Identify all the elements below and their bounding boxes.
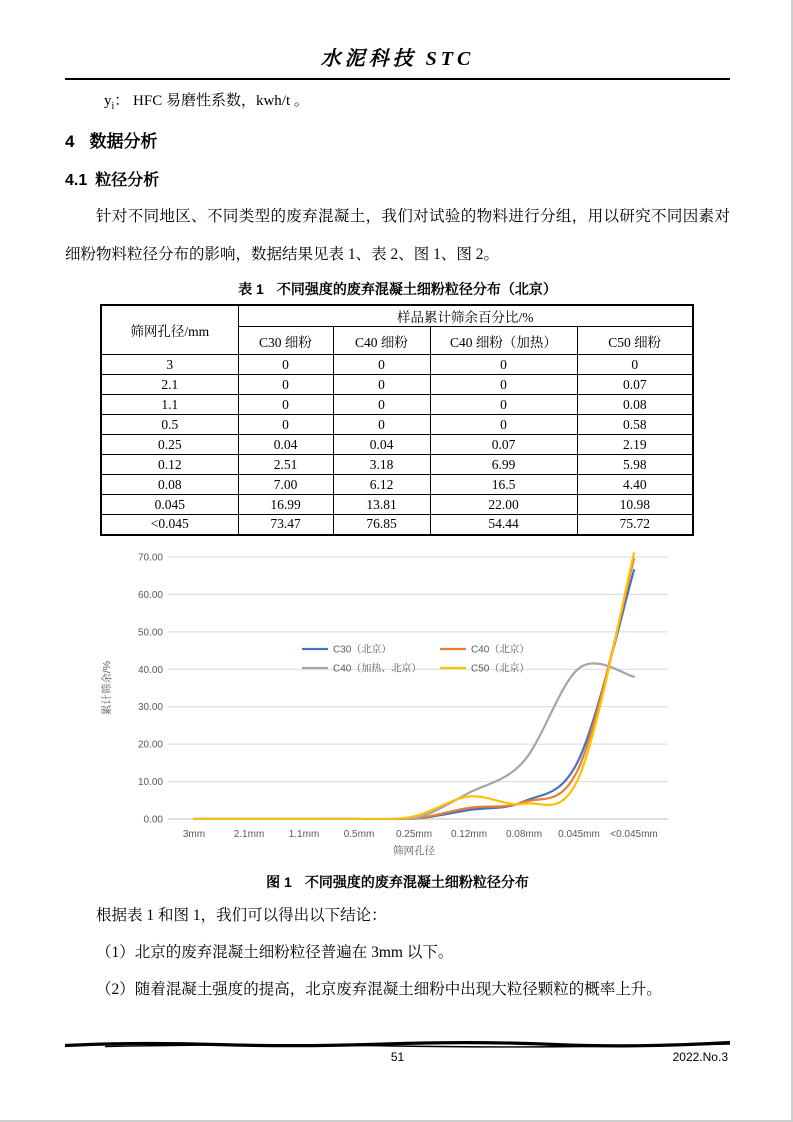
svg-text:40.00: 40.00 [137,664,163,676]
svg-text:0.00: 0.00 [143,814,163,825]
figure-1-chart [98,546,730,866]
table-row [101,415,693,435]
sieve-size-cell: 3 [101,355,238,375]
table-row [101,435,693,455]
svg-text:筛网孔径: 筛网孔径 [393,844,435,857]
percentage-cell: 0 [430,355,577,375]
subsection-heading [65,167,730,190]
sieve-size-cell: 0.08 [101,475,238,495]
percentage-cell: 0.07 [577,375,693,395]
table-row [101,455,693,475]
conclusion-lead: 根据表 1 和图 1，我们可以得出以下结论： [96,906,387,924]
page-number: 51 [390,1050,405,1064]
percentage-cell: 16.99 [238,495,333,515]
svg-text:C40（加热、北京）: C40（加热、北京） [333,663,422,674]
percentage-cell: 13.81 [333,495,430,515]
sieve-size-cell: 0.12 [101,455,238,475]
sieve-data-table [100,304,694,536]
percentage-cell: 0.04 [238,435,333,455]
percentage-cell: 0.08 [577,395,693,415]
sieve-size-cell: 0.045 [101,495,238,515]
svg-text:60.00: 60.00 [137,589,163,601]
svg-text:3mm: 3mm [182,828,206,840]
percentage-cell: 75.72 [577,515,693,535]
table-sub-header: C30 细粉 [238,327,333,355]
section-number: 4 [65,132,75,151]
variable-definition [65,89,730,112]
variable-subscript: i [111,101,115,112]
section-title: 数据分析 [89,132,158,151]
sieve-size-cell: 2.1 [101,375,238,395]
line-chart [98,546,730,866]
percentage-cell: 0 [430,415,577,435]
table-row [101,475,693,495]
variable-symbol: y [104,93,112,109]
sieve-size-cell: 0.25 [101,435,238,455]
percentage-cell: 76.85 [333,515,430,535]
sieve-size-cell: <0.045 [101,515,238,535]
percentage-cell: 0 [333,415,430,435]
percentage-cell: 0 [238,375,333,395]
percentage-cell: 10.98 [577,495,693,515]
percentage-cell: 16.5 [430,475,577,495]
percentage-cell: 0 [430,375,577,395]
conclusion-item-2: （2）随着混凝土强度的提高，北京废弃混凝土细粉中出现大粒径颗粒的概率上升。 [96,980,662,998]
percentage-cell: 0 [430,395,577,415]
svg-text:10.00: 10.00 [137,776,163,788]
table-row [101,495,693,515]
svg-text:累计筛余/%: 累计筛余/% [101,660,113,715]
issue-label: 2022.No.3 [672,1050,728,1064]
table-caption-label: 表 1 [238,281,264,297]
svg-text:20.00: 20.00 [137,739,163,751]
percentage-cell: 22.00 [430,495,577,515]
percentage-cell: 5.98 [577,455,693,475]
table-row [101,395,693,415]
percentage-cell: 0.04 [333,435,430,455]
svg-text:0.25mm: 0.25mm [395,828,433,840]
svg-text:<0.045mm: <0.045mm [610,828,658,840]
svg-text:70.00: 70.00 [137,552,163,563]
conclusion-item-1: （1）北京的废弃混凝土细粉粒径普遍在 3mm 以下。 [96,943,454,961]
table-caption [65,279,730,299]
table-row [101,375,693,395]
percentage-cell: 2.19 [577,435,693,455]
intro-paragraph: 针对不同地区、不同类型的废弃混凝土，我们对试验的物料进行分组，用以研究不同因素对细粉物料粒径分布的影响，数据结果见表 1、表 2、图 1、图 2。 [65,208,730,263]
figure-caption-title: 不同强度的废弃混凝土细粉粒径分布 [304,873,529,890]
journal-title: 水泥科技 STC [320,48,475,70]
percentage-cell: 0 [333,395,430,415]
percentage-cell: 0 [577,355,693,375]
svg-text:50.00: 50.00 [137,626,163,638]
svg-text:0.5mm: 0.5mm [343,828,375,840]
svg-text:0.08mm: 0.08mm [505,828,543,840]
subsection-number: 4.1 [65,172,88,189]
percentage-cell: 0.58 [577,415,693,435]
percentage-cell: 4.40 [577,475,693,495]
variable-description: ： HFC 易磨性系数，kwh/t 。 [114,93,309,109]
header-rule [65,78,730,80]
table-group-header: 样品累计筛余百分比/% [238,305,693,327]
svg-text:2.1mm: 2.1mm [233,828,265,840]
svg-text:0.12mm: 0.12mm [450,828,488,840]
percentage-cell: 54.44 [430,515,577,535]
percentage-cell: 0 [333,375,430,395]
table-col1-header: 筛网孔径/mm [101,305,238,355]
svg-text:1.1mm: 1.1mm [288,828,320,840]
svg-text:30.00: 30.00 [137,701,163,713]
percentage-cell: 0 [333,355,430,375]
percentage-cell: 3.18 [333,455,430,475]
page-footer [65,1040,730,1068]
svg-text:C50（北京）: C50（北京） [471,663,530,674]
percentage-cell: 0 [238,415,333,435]
percentage-cell: 7.00 [238,475,333,495]
table-row [101,515,693,535]
svg-text:C40（北京）: C40（北京） [471,644,530,655]
svg-text:C30（北京）: C30（北京） [333,644,392,655]
table-sub-header: C50 细粉 [577,327,693,355]
table-sub-header: C40 细粉（加热） [430,327,577,355]
sieve-size-cell: 0.5 [101,415,238,435]
figure-caption-label: 图 1 [266,873,292,890]
subsection-title: 粒径分析 [95,172,160,189]
percentage-cell: 2.51 [238,455,333,475]
footer-rule [65,1040,730,1049]
percentage-cell: 0.07 [430,435,577,455]
section-heading [65,127,730,152]
figure-caption [65,872,730,892]
table-sub-header: C40 细粉 [333,327,430,355]
svg-text:0.045mm: 0.045mm [558,828,600,840]
percentage-cell: 6.99 [430,455,577,475]
percentage-cell: 0 [238,355,333,375]
sieve-size-cell: 1.1 [101,395,238,415]
percentage-cell: 6.12 [333,475,430,495]
percentage-cell: 73.47 [238,515,333,535]
table-caption-title: 不同强度的废弃混凝土细粉粒径分布（北京） [276,281,557,297]
table-row [101,355,693,375]
percentage-cell: 0 [238,395,333,415]
